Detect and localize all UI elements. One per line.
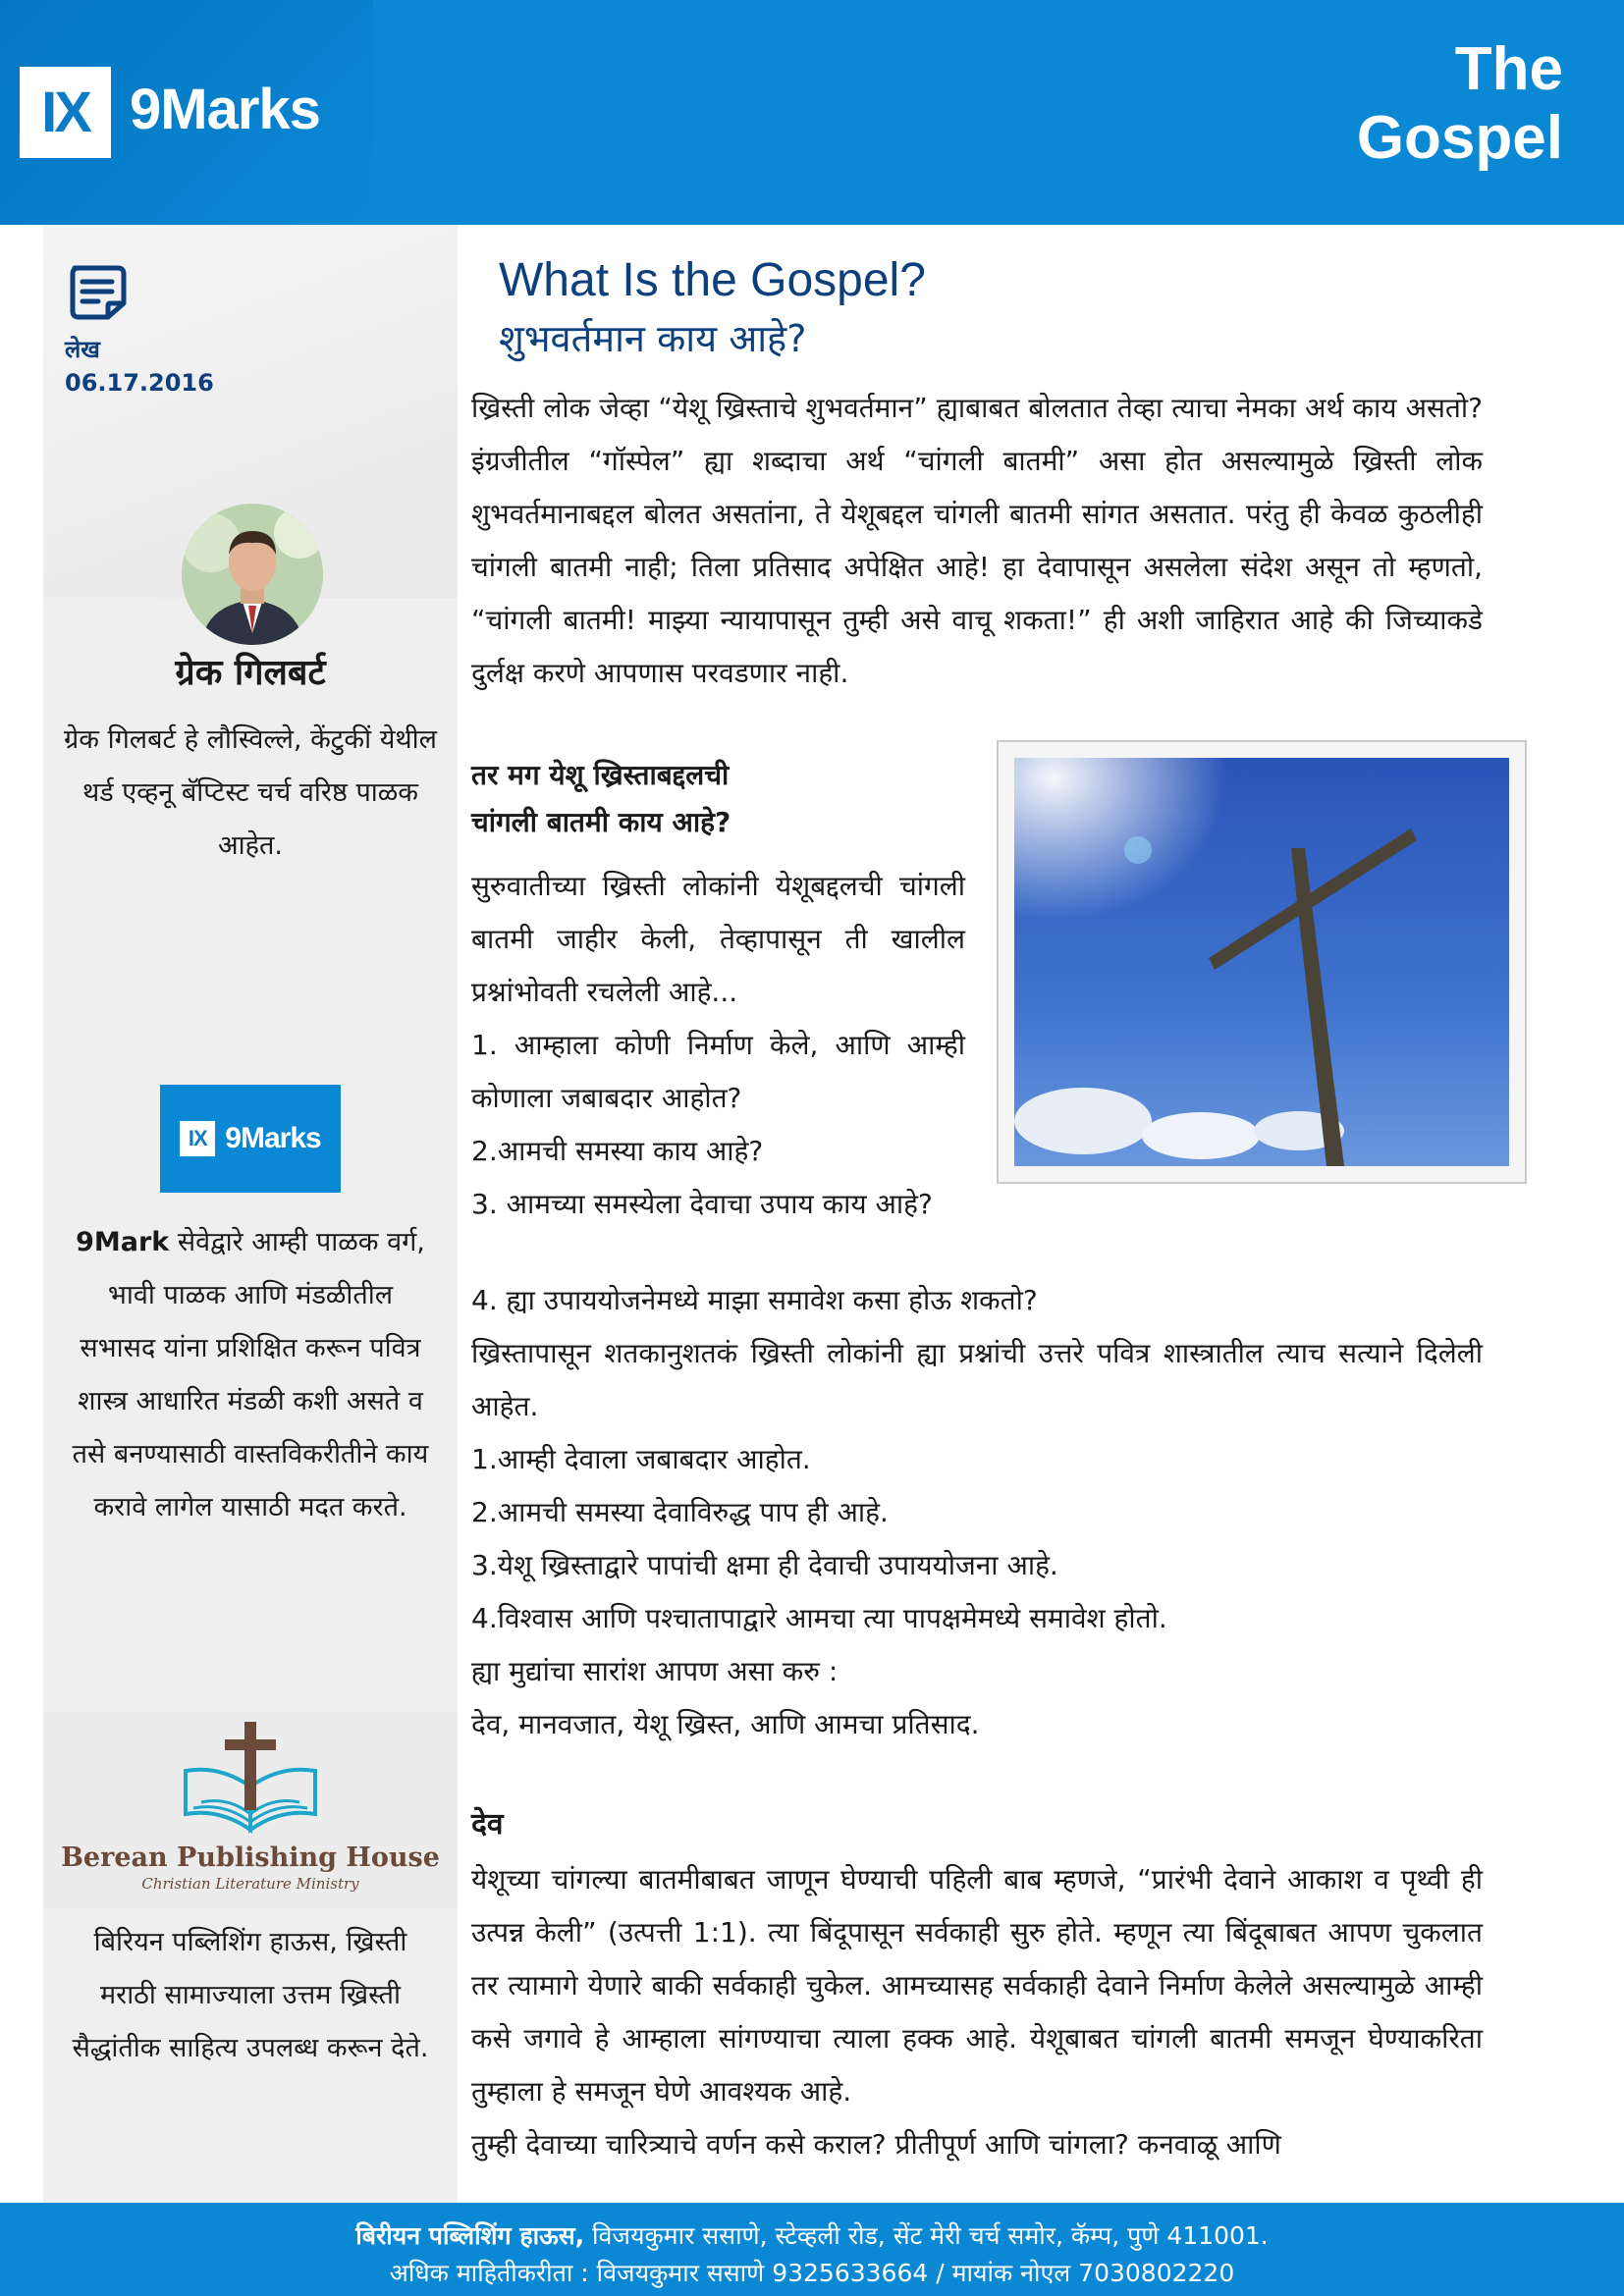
- publish-date: 06.17.2016: [65, 369, 214, 397]
- ninemarks-description: [43, 1216, 458, 1534]
- document-type: लेख: [65, 336, 100, 363]
- author-name: ग्रेक गिलबर्ट: [175, 653, 326, 693]
- list-item: 4.विश्वास आणि पश्चातापाद्वारे आमचा त्या पापक्षमेमध्ये समावेश होतो.: [471, 1602, 1167, 1634]
- summary-block: [471, 1645, 1483, 1751]
- answers-list: [471, 1433, 1502, 1645]
- footer-address-text: विजयकुमार ससाणे, स्टेव्हली रोड, सेंट मेरी चर्च समोर, कॅम्प, पुणे 411001.: [584, 2221, 1269, 2250]
- list-item: 1. आम्हाला कोणी निर्माण केले, आणि आम्ही कोणाला जबाबदार आहोत?: [471, 1029, 965, 1114]
- list-item: 2.आमची समस्या काय आहे?: [471, 1135, 764, 1167]
- author-avatar: [182, 504, 323, 645]
- ninemarks-logo-text: 9Marks: [225, 1122, 321, 1154]
- logo-panel: [0, 0, 373, 225]
- column-paragraph: सुरुवातीच्या ख्रिस्ती लोकांनी येशूबद्दलची चांगली बातमी जाहीर केली, तेव्हापासून ती खालील प्रश्नांभोवती रचलेली आहे...: [471, 870, 965, 1008]
- ninemarks-name: 9Mark: [76, 1227, 170, 1257]
- summary-intro: ह्या मुद्यांचा सारांश आपण असा करु :: [471, 1655, 839, 1687]
- author-bio: ग्रेक गिलबर्ट हे लौस्विल्ले, केंटुकीं येथील थर्ड एव्हनू बॅप्टिस्ट चर्च वरिष्ठ पाळक आहेत.: [64, 724, 437, 861]
- section-subheading: [471, 752, 982, 846]
- footer-publisher: बिरीयन पब्लिशिंग हाऊस,: [355, 2221, 585, 2250]
- questions-list: [471, 1019, 965, 1231]
- ninemarks-text: सेवेद्वारे आम्ही पाळक वर्ग, भावी पाळक आणि मंडळीतील सभासद यांना प्रशिक्षित करून पवित्र शास्त्र आधारित मंडळी कशी असते व तसे बनण्यासाठी वास्तविकरीतीने काय करावे लागेल यासाठी मदत करते.: [72, 1227, 429, 1522]
- berean-description: बिरियन पब्लिशिंग हाऊस, ख्रिस्ती मराठी सामाज्याला उत्तम ख्रिस्ती सैद्धांतीक साहित्य उपलब्ध करून देते.: [72, 1927, 429, 2063]
- footer-address: [0, 2218, 1624, 2252]
- logo-mark-box: [20, 67, 111, 158]
- list-item: 3.येशू ख्रिस्ताद्वारे पापांची क्षमा ही देवाची उपाययोजना आहे.: [471, 1549, 1058, 1581]
- header-title: [1357, 35, 1563, 173]
- cross-photo-frame: [997, 740, 1527, 1184]
- answers-intro: ख्रिस्तापासून शतकानुशतकं ख्रिस्ती लोकांनी ह्या प्रश्नांची उत्तरे पवित्र शास्त्रातील त्याच सत्याने दिलेली आहेत.: [471, 1337, 1483, 1422]
- subheading-line1: तर मग येशू ख्रिस्ताबद्दलची: [471, 759, 730, 791]
- article-title-mr: शुभवर्तमान काय आहे?: [499, 317, 807, 360]
- god-heading: देव: [471, 1807, 504, 1842]
- logo-mark: IX: [41, 80, 89, 144]
- page-footer: [0, 2203, 1624, 2296]
- berean-logo-tagline: Christian Literature Ministry: [141, 1875, 359, 1893]
- author-photo: [182, 504, 323, 645]
- ninemarks-logo-mark: IX: [180, 1121, 215, 1156]
- list-item: 1.आम्ही देवाला जबाबदार आहोत.: [471, 1443, 811, 1475]
- question-4: 4. ह्या उपाययोजनेमध्ये माझा समावेश कसा होऊ शकतो?: [471, 1284, 1038, 1316]
- logo-text: 9Marks: [130, 78, 320, 141]
- sidebar: [43, 225, 458, 2203]
- god-text: येशूच्या चांगल्या बातमीबाबत जाणून घेण्याची पहिली बाब म्हणजे, “प्रारंभी देवाने आकाश व पृथ्वी ही उत्पन्न केली” (उत्पत्ती 1:1). त्या बिंदूपासून सर्वकाही सुरु होते. म्हणून त्या बिंदूबाबत आपण चुकलात तर त्यामागे येणारे बाकी सर्वकाही चुकेल. आमच्यासह सर्वकाही देवाने निर्माण केलेले असल्यामुळे आम्ही कसे जगावे हे आम्हाला सांगण्याचा त्याला हक्क आहे. येशूबाबत चांगली बातमी समजून घेण्याकरिता तुम्हाला हे समजून घेणे आवश्यक आहे.: [471, 1863, 1483, 2108]
- intro-paragraph: ख्रिस्ती लोक जेव्हा “येशू ख्रिस्ताचे शुभवर्तमान” ह्याबाबत बोलतात तेव्हा त्याचा नेमका अर्थ काय असतो? इंग्रजीतील “गॉस्पेल” ह्या शब्दाचा अर्थ “चांगली बातमी” असा होत असल्यामुळे ख्रिस्ती लोक शुभवर्तमानाबद्दल बोलत असतांना, ते येशूबद्दल चांगली बातमी सांगत असतात. परंतु ही केवळ कुठलीही चांगली बातमी नाही; तिला प्रतिसाद अपेक्षित आहे! हा देवापासून असलेला संदेश असून तो म्हणतो, “चांगली बातमी! माझ्या न्यायापासून तुम्ही असे वाचू शकता!” ही अशी जाहिरात आहे की जिच्याकडे दुर्लक्ष करणे आपणास परवडणार नाही.: [471, 392, 1483, 689]
- footer-contact: अधिक माहितीकरीता : विजयकुमार ससाणे 9325633664 / मायांक नोएल 7030802220: [389, 2259, 1235, 2287]
- list-item: 3. आमच्या समस्येला देवाचा उपाय काय आहे?: [471, 1188, 933, 1220]
- article-title-en: What Is the Gospel?: [499, 254, 926, 306]
- header-title-line2: Gospel: [1356, 104, 1563, 172]
- ninemarks-logo: [160, 1085, 341, 1193]
- berean-logo: [43, 1712, 458, 1908]
- cross-sky-photo: [1014, 758, 1509, 1166]
- god-text-continued: तुम्ही देवाच्या चारित्र्याचे वर्णन कसे कराल? प्रीतीपूर्ण आणि चांगला? कनवाळू आणि: [471, 2128, 1281, 2161]
- subheading-line2: चांगली बातमी काय आहे?: [471, 806, 731, 838]
- god-paragraph: [471, 1853, 1483, 2171]
- document-icon: [69, 264, 128, 321]
- summary-text: देव, मानवजात, येशू ख्रिस्त, आणि आमचा प्रतिसाद.: [471, 1708, 980, 1740]
- header-title-line1: The: [1454, 35, 1563, 103]
- page-header: [0, 0, 1624, 225]
- list-item: 2.आमची समस्या देवाविरुद्ध पाप ही आहे.: [471, 1496, 889, 1528]
- berean-logo-name: Berean Publishing House: [61, 1842, 440, 1873]
